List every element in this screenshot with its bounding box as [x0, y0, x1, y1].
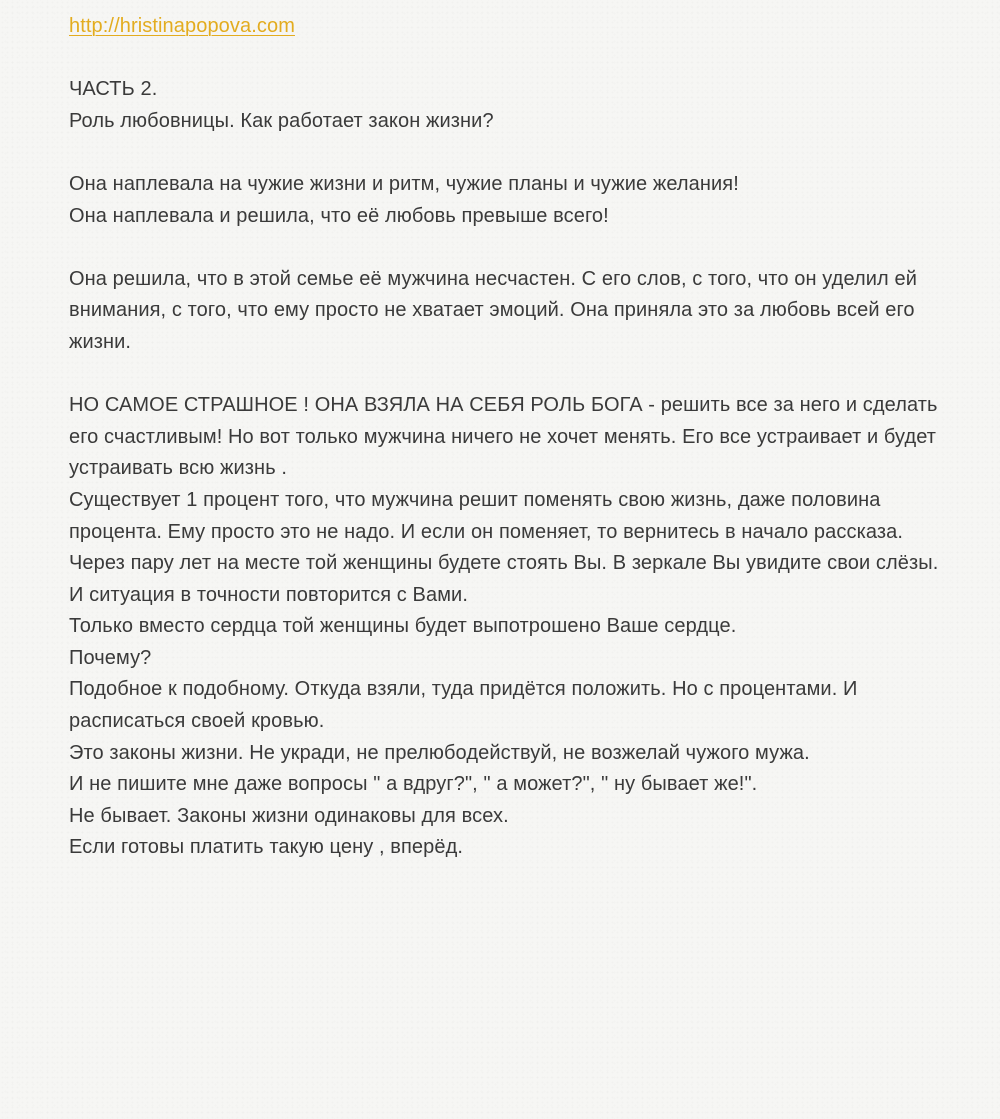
blank-line [69, 43, 949, 75]
paragraph-line: Через пару лет на месте той женщины будете стоять Вы. В зеркале Вы увидите свои слёзы. И ситуация в точности повторится с Вами. [69, 552, 939, 606]
note-heading: ЧАСТЬ 2. [69, 78, 158, 101]
paragraph-line: И не пишите мне даже вопросы " а вдруг?", " а может?", " ну бывает же!". [69, 773, 758, 796]
paragraph-line: НО САМОЕ СТРАШНОЕ ! ОНА ВЗЯЛА НА СЕБЯ РОЛЬ БОГА - решить все за него и сделать его счастливым! Но вот только мужчина ничего не хочет менять. Его все устраивает и будет устраивать всю жизнь . [69, 394, 938, 480]
blank-line [69, 232, 949, 264]
blank-line [69, 359, 949, 391]
note-body [69, 11, 949, 864]
paragraph: Она решила, что в этой семье её мужчина несчастен. С его слов, с того, что он уделил ей внимания, с того, что ему просто не хватает эмоций. Она приняла это за любовь всей его жизни. [69, 267, 917, 353]
blank-line [69, 137, 949, 169]
note-subheading: Роль любовницы. Как работает закон жизни? [69, 109, 494, 132]
paragraph-line: Существует 1 процент того, что мужчина решит поменять свою жизнь, даже половина процента. Ему просто это не надо. И если он поменяет, то вернитесь в начало рассказа. [69, 488, 904, 543]
paragraph-line: Подобное к подобному. Откуда взяли, туда придётся положить. Но с процентами. И расписаться своей кровью. [69, 678, 858, 733]
paragraph-line: Она наплевала на чужие жизни и ритм, чужие планы и чужие желания! [69, 172, 739, 195]
paragraph-line: Почему? [69, 646, 152, 669]
paragraph-line: Она наплевала и решила, что её любовь превыше всего! [69, 204, 609, 227]
paragraph-line: Не бывает. Законы жизни одинаковы для всех. [69, 804, 509, 827]
paragraph-line: Это законы жизни. Не укради, не прелюбодействуй, не возжелай чужого мужа. [69, 741, 810, 764]
website-link[interactable]: http://hristinapopova.com [69, 15, 295, 37]
paragraph-line: Если готовы платить такую цену , вперёд. [69, 836, 464, 859]
paragraph-line: Только вместо сердца той женщины будет выпотрошено Ваше сердце. [69, 615, 737, 638]
